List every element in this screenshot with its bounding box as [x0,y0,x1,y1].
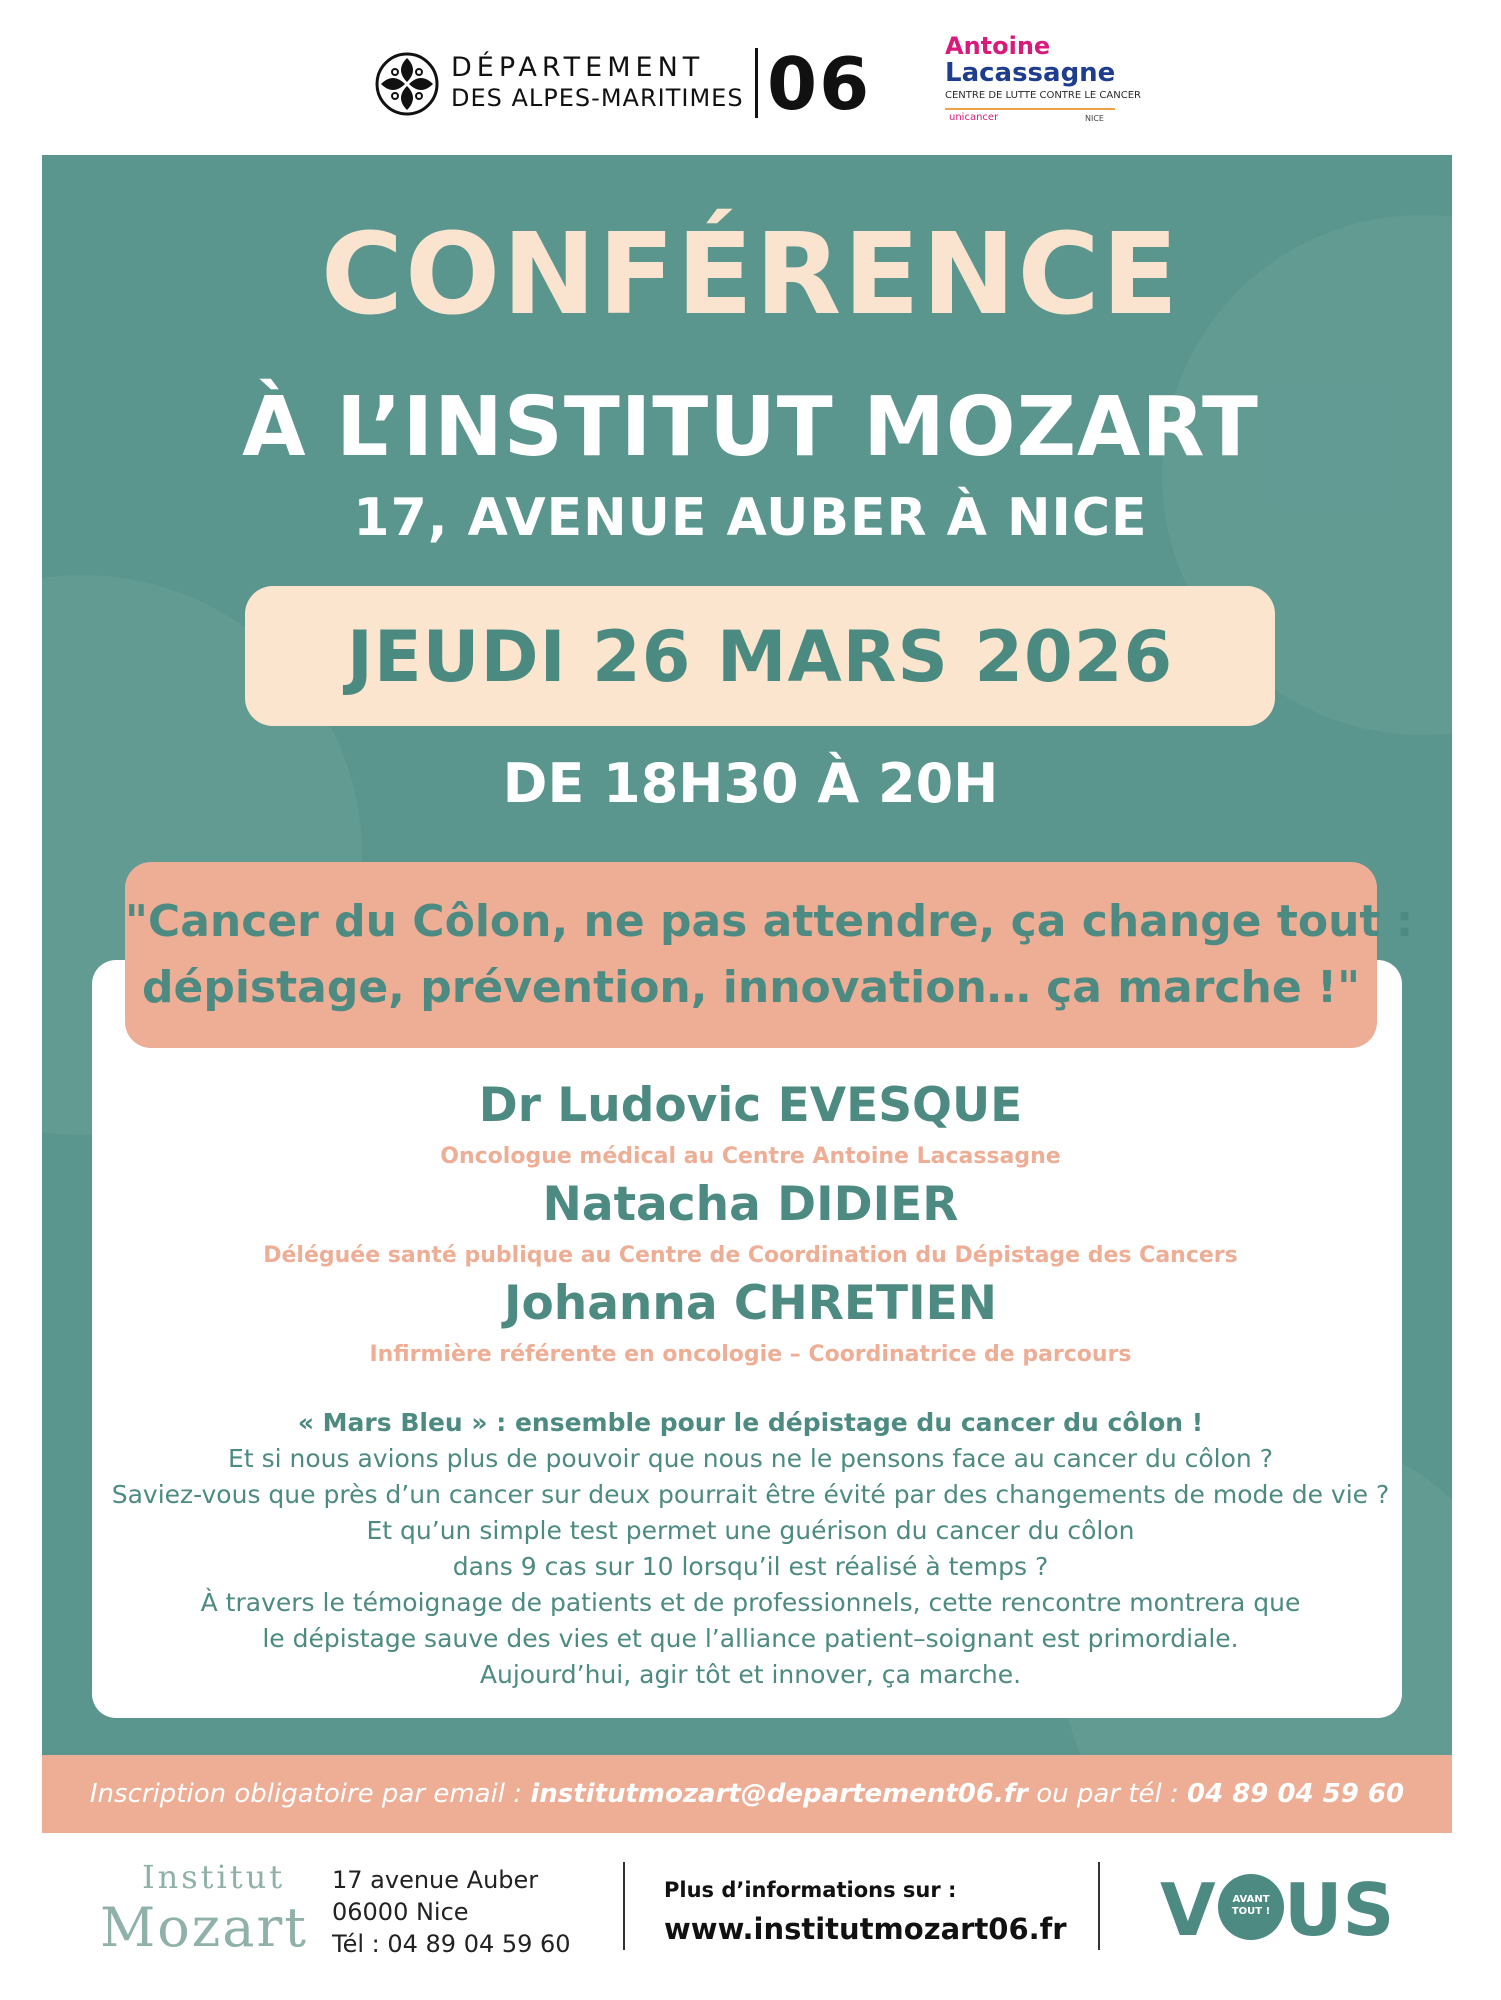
vous-badge-line: TOUT ! [1231,1906,1271,1917]
event-date: JEUDI 26 MARS 2026 [346,616,1174,698]
description-line: le dépistage sauve des vies et que l’alliance patient–soignant est primordiale. [262,1624,1239,1653]
description-line: À travers le témoignage de patients et de professionnels, cette rencontre montrera que [200,1588,1301,1617]
theme-line2: dépistage, prévention, innovation… ça marche !" [142,962,1360,1013]
description-line: « Mars Bleu » : ensemble pour le dépistage du cancer du côlon ! [297,1408,1204,1437]
speaker-role: Déléguée santé publique au Centre de Coordination du Dépistage des Cancers [263,1243,1238,1268]
lacassagne-subtitle: CENTRE DE LUTTE CONTRE LE CANCER [945,90,1141,101]
venue-address: 17, AVENUE AUBER À NICE [353,488,1148,548]
vous-logo-badge-text [1218,1894,1284,1918]
departement-number: 06 [767,42,872,126]
date-box [245,586,1275,726]
description-line: dans 9 cas sur 10 lorsqu’il est réalisé à temps ? [452,1552,1049,1581]
description-line: Aujourd’hui, agir tôt et innover, ça marche. [479,1660,1022,1689]
registration-bar [42,1755,1452,1833]
vous-logo-v: V [1160,1868,1216,1952]
footer-separator [1098,1862,1100,1950]
departement-emblem-icon [375,52,439,116]
info-url-link[interactable]: www.institutmozart06.fr [664,1912,1067,1946]
departement-logo [375,42,885,126]
lacassagne-divider [945,108,1115,110]
departement-line2: DES ALPES-MARITIMES [451,84,744,112]
lacassagne-network: unicancer [949,112,999,123]
description-line: Et qu’un simple test permet une guérison du cancer du côlon [366,1516,1135,1545]
lacassagne-logo [945,32,1141,132]
venue-title: À L’INSTITUT MOZART [242,380,1259,475]
departement-line1: DÉPARTEMENT [451,52,705,83]
conference-title: CONFÉRENCE [320,210,1181,340]
registration-text [42,1779,1452,1809]
registration-middle: ou par tél : [1027,1779,1187,1809]
institut-mozart-logo [100,1858,320,1968]
vous-badge-line: AVANT [1232,1894,1270,1905]
departement-separator [755,48,758,118]
description-line: Saviez-vous que près d’un cancer sur deux pourrait être évité par des changements de mode de vie ? [111,1480,1390,1509]
registration-email-link[interactable]: institutmozart@departement06.fr [530,1779,1028,1809]
registration-prefix: Inscription obligatoire par email : [89,1779,531,1809]
lacassagne-city: NICE [1085,114,1104,123]
theme-box [125,862,1414,1048]
registration-phone[interactable]: 04 89 04 59 60 [1186,1779,1405,1809]
vous-logo-rest: US [1284,1868,1395,1952]
description-block [100,1405,1401,1693]
lacassagne-line1: Antoine [945,32,1051,60]
vous-logo-badge [1218,1874,1284,1940]
vous-avant-tout-logo [1160,1868,1400,1952]
footer-address-line: 17 avenue Auber [332,1866,539,1894]
lacassagne-line2: Lacassagne [945,58,1116,88]
speaker-name: Dr Ludovic EVESQUE [478,1078,1023,1133]
event-time: DE 18H30 À 20H [502,752,999,815]
footer-address-line: 06000 Nice [332,1898,469,1926]
speaker-role: Infirmière référente en oncologie – Coordinatrice de parcours [369,1342,1132,1367]
speaker-name: Natacha DIDIER [542,1177,959,1232]
description-line: Et si nous avions plus de pouvoir que nous ne le pensons face au cancer du côlon ? [228,1444,1273,1473]
footer-address [332,1864,571,1960]
institut-mozart-logo-line1: Institut [142,1858,286,1896]
institut-mozart-logo-line2: Mozart [100,1896,308,1959]
speaker-name: Johanna CHRETIEN [503,1276,998,1331]
speaker-role: Oncologue médical au Centre Antoine Lacassagne [440,1144,1061,1169]
theme-line1: "Cancer du Côlon, ne pas attendre, ça change tout : [125,896,1414,947]
footer-separator [623,1862,625,1950]
info-label: Plus d’informations sur : [664,1878,957,1902]
footer-address-line: Tél : 04 89 04 59 60 [332,1930,571,1958]
